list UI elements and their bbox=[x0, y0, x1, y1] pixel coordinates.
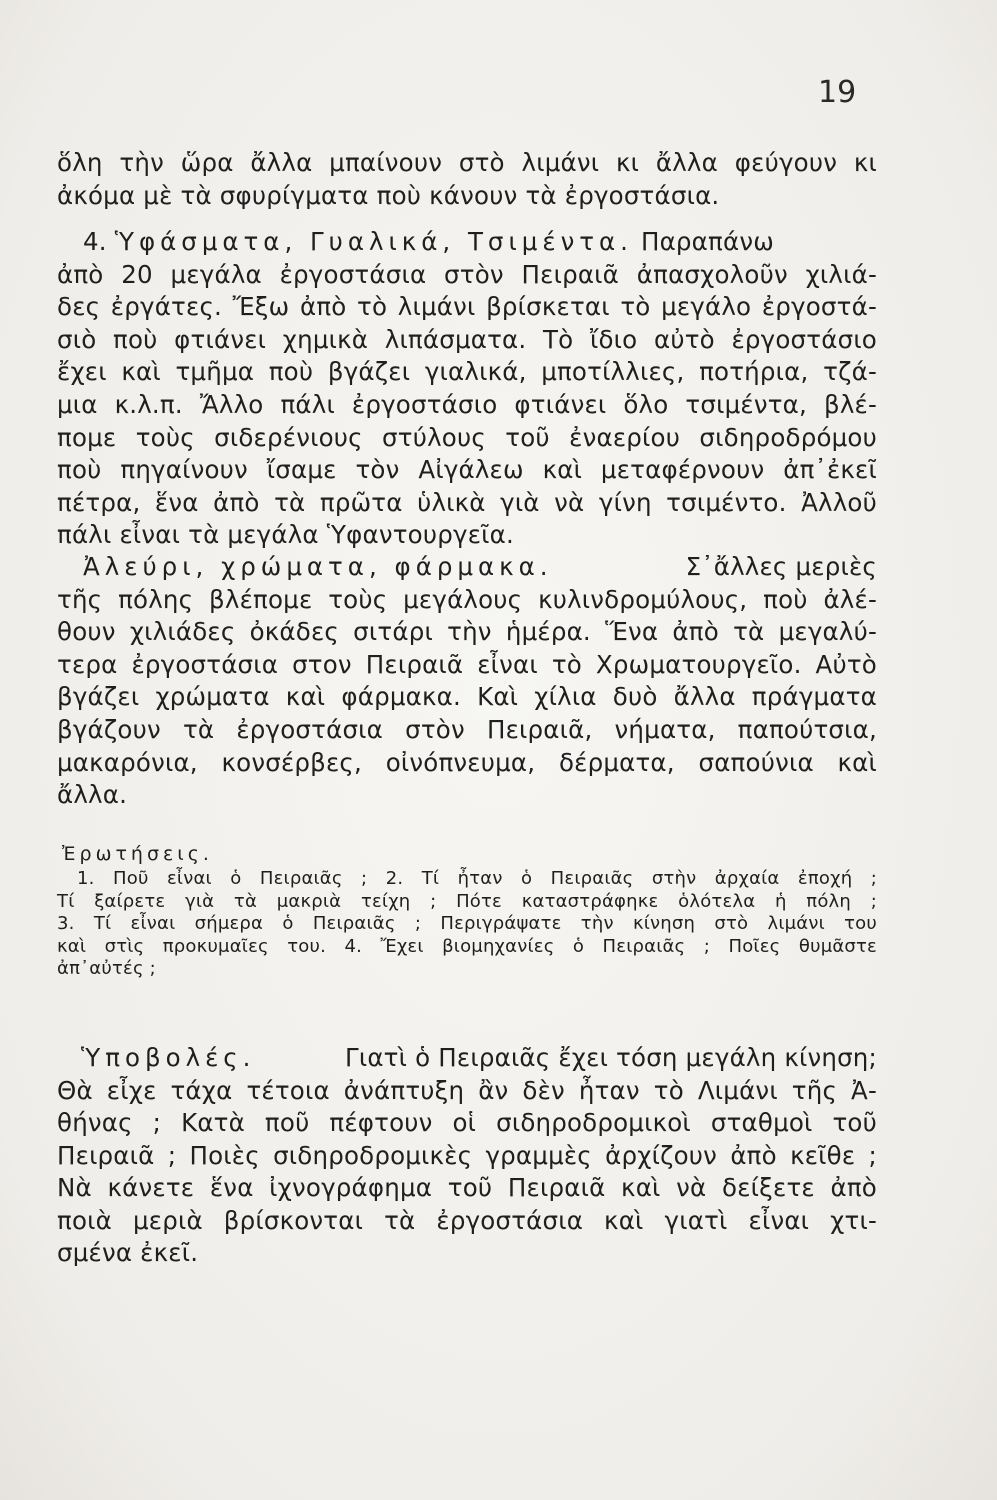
text-line: ἔχει καὶ τμῆμα ποὺ βγάζει γιαλικά, μποτίλλιες, ποτήρια, τζά- bbox=[57, 357, 877, 387]
section-title: Ἀλεύρι, χρώματα, φάρμακα. bbox=[83, 552, 553, 581]
text-line: ἀκόμα μὲ τὰ σφυρίγματα ποὺ κάνουν τὰ ἐργοστάσια. bbox=[57, 181, 720, 210]
intro-paragraph bbox=[57, 146, 877, 212]
section-number: 4. bbox=[83, 227, 107, 256]
text-line: Πειραιᾶ ; Ποιὲς σιδηροδρομικὲς γραμμὲς ἀρχίζουν ἀπὸ κεῖθε ; bbox=[57, 1140, 877, 1170]
text-line: ποὺ πηγαίνουν ἴσαμε τὸν Αἰγάλεω καὶ μεταφέρνουν ἀπ᾽ἐκεῖ bbox=[57, 455, 877, 485]
text-line: πομε τοὺς σιδερένιους στύλους τοῦ ἐναερίου σιδηροδρόμου bbox=[57, 422, 877, 452]
text-line: δες ἐργάτες. Ἔξω ἀπὸ τὸ λιμάνι βρίσκεται τὸ μεγάλο ἐργοστά- bbox=[57, 292, 877, 322]
section-heading-line bbox=[57, 1042, 877, 1075]
question-line: 1. Ποῦ εἶναι ὁ Πειραιᾶς ; 2. Τί ἦταν ὁ Πειραιᾶς στὴν ἀρχαία ἐποχή ; bbox=[77, 868, 877, 889]
questions-list bbox=[57, 868, 877, 981]
text-line: ἀπὸ 20 μεγάλα ἐργοστάσια στὸν Πειραιᾶ ἀπασχολοῦν χιλιά- bbox=[57, 259, 877, 289]
questions-heading: Ἐρωτήσεις. bbox=[62, 843, 213, 865]
question-line: 3. Τί εἶναι σήμερα ὁ Πειραιᾶς ; Περιγράψατε τὴν κίνηση στὸ λιμάνι του bbox=[57, 913, 877, 934]
text-line: σμένα ἐκεῖ. bbox=[57, 1238, 199, 1267]
text-fragment: Γιατὶ ὁ Πειραιᾶς ἔχει τόση μεγάλη κίνηση; bbox=[344, 1043, 877, 1072]
text-line: τῆς πόλης βλέπομε τοὺς μεγάλους κυλινδρομύλους, ποὺ ἀλέ- bbox=[57, 584, 877, 614]
text-line: σιὸ ποὺ φτιάνει χημικὰ λιπάσματα. Τὸ ἴδιο αὐτὸ ἐργοστάσιο bbox=[57, 324, 877, 354]
text-line: τερα ἐργοστάσια στον Πειραιᾶ εἶναι τὸ Χρωματουργεῖο. Αὐτὸ bbox=[57, 649, 877, 679]
question-line: ἀπ᾽αὐτές ; bbox=[57, 958, 156, 979]
section-fabrics-glass-cement bbox=[57, 226, 877, 552]
text-line: ὅλη τὴν ὥρα ἄλλα μπαίνουν στὸ λιμάνι κι ἄλλα φεύγουν κι bbox=[57, 148, 877, 177]
text-line: μακαρόνια, κονσέρβες, οἰνόπνευμα, δέρματα, σαπούνια καὶ bbox=[57, 747, 877, 777]
text-line: πέτρα, ἕνα ἀπὸ τὰ πρῶτα ὑλικὰ γιὰ νὰ γίνη τσιμέντο. Ἀλλοῦ bbox=[57, 487, 877, 517]
text-line: βγάζουν τὰ ἐργοστάσια στὸν Πειραιᾶ, νήματα, παπούτσια, bbox=[57, 714, 877, 744]
question-line: Τί ξαίρετε γιὰ τὰ μακριὰ τείχη ; Πότε καταστράφηκε ὁλότελα ἡ πόλη ; bbox=[57, 890, 877, 912]
section-title: Ὑφάσματα, Γυαλικά, Τσιμέντα. bbox=[114, 227, 633, 256]
text-line: βγάζει χρώματα καὶ φάρμακα. Καὶ χίλια δυὸ ἄλλα πράγματα bbox=[57, 682, 877, 712]
text-line: ἄλλα. bbox=[57, 780, 128, 810]
text-line: ποιὰ μεριὰ βρίσκονται τὰ ἐργοστάσια καὶ γιατὶ εἶναι χτι- bbox=[57, 1205, 877, 1235]
text-line: Νὰ κάνετε ἕνα ἰχνογράφημα τοῦ Πειραιᾶ καὶ νὰ δείξετε ἀπὸ bbox=[57, 1173, 877, 1202]
text-line: θουν χιλιάδες ὀκάδες σιτάρι τὴν ἡμέρα. Ἕνα ἀπὸ τὰ μεγαλύ- bbox=[57, 617, 877, 647]
section-heading-line bbox=[57, 551, 877, 584]
text-line: θήνας ; Κατὰ ποῦ πέφτουν οἱ σιδηροδρομικοὶ σταθμοὶ τοῦ bbox=[57, 1108, 877, 1137]
question-line: καὶ στὶς προκυμαῖες του. 4. Ἔχει βιομηχανίες ὁ Πειραιᾶς ; Ποῖες θυμᾶστε bbox=[57, 935, 877, 957]
text-line: πάλι εἶναι τὰ μεγάλα Ὑφαντουργεῖα. bbox=[57, 520, 514, 550]
section-heading-line bbox=[57, 226, 877, 259]
text-fragment: Σ᾽ἄλλες μεριὲς bbox=[685, 552, 877, 581]
hints-paragraph bbox=[57, 1042, 877, 1270]
page-number: 19 bbox=[818, 75, 857, 110]
text-line: μια κ.λ.π. Ἄλλο πάλι ἐργοστάσιο φτιάνει ὅλο τσιμέντα, βλέ- bbox=[57, 389, 877, 419]
section-title: Ὑποβολές. bbox=[81, 1043, 256, 1072]
text-line: Θὰ εἶχε τάχα τέτοια ἀνάπτυξη ἂν δὲν ἦταν τὸ Λιμάνι τῆς Ἀ- bbox=[57, 1075, 877, 1105]
text-fragment: Παραπάνω bbox=[640, 227, 774, 256]
section-flour-colors-medicines bbox=[57, 551, 877, 812]
